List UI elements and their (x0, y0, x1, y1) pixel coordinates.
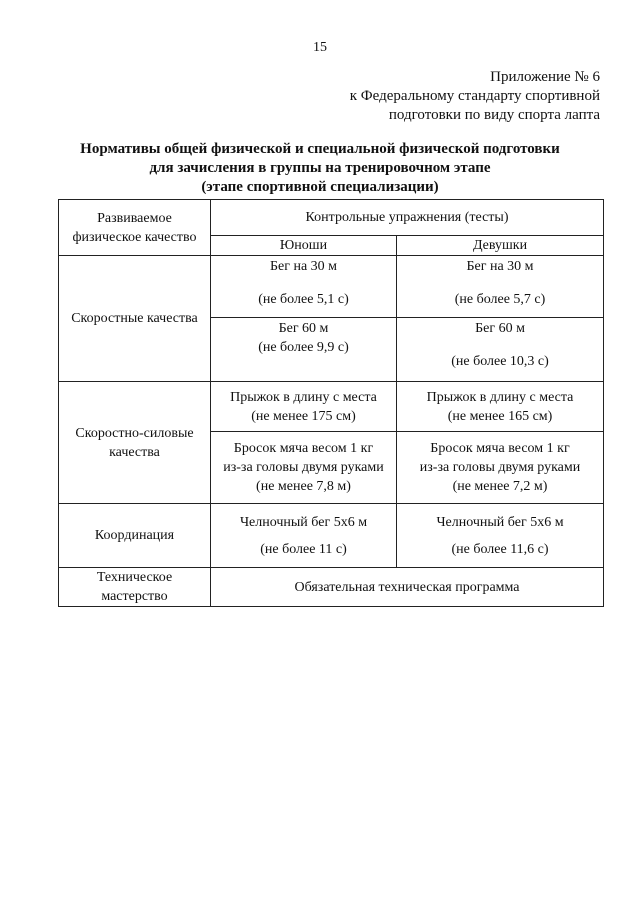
test-name: Прыжок в длину с места (426, 389, 574, 405)
test-cell-boys (211, 432, 397, 504)
test-cell-girls (397, 318, 604, 382)
table-header-row (59, 200, 604, 236)
test-name: Челночный бег 5х6 м (239, 514, 368, 530)
header-boys-cell: Юноши (211, 236, 397, 256)
test-cell-boys (211, 382, 397, 432)
table-row (59, 382, 604, 432)
test-cell-girls (397, 432, 604, 504)
title-line: (этапе спортивной специализации) (201, 179, 439, 195)
test-name: Бег 60 м (475, 321, 525, 336)
table-row (59, 568, 604, 607)
test-norm: (не менее 175 см) (251, 408, 356, 424)
test-norm: (не более 9,9 с) (258, 340, 349, 355)
header-quality-cell (59, 200, 211, 256)
quality-text: Скоростно-силовые (75, 425, 194, 441)
appendix-header (350, 68, 600, 125)
header-girls-cell: Девушки (397, 236, 604, 256)
test-norm: (не более 11,6 с) (451, 541, 549, 557)
quality-cell: Координация (59, 504, 211, 568)
quality-cell: Скоростные качества (59, 256, 211, 382)
test-norm: (не более 5,1 с) (258, 292, 349, 307)
header-tests-cell: Контрольные упражнения (тесты) (211, 200, 604, 236)
appendix-line: к Федеральному стандарту спортивной (349, 88, 600, 104)
appendix-line: подготовки по виду спорта лапта (388, 107, 600, 123)
test-norm: (не более 5,7 с) (454, 292, 546, 307)
quality-cell (59, 382, 211, 504)
quality-text: мастерство (101, 589, 168, 604)
test-name: Бег на 30 м (466, 259, 534, 274)
appendix-line: Приложение № 6 (490, 69, 600, 85)
test-norm: (не более 11 с) (260, 541, 347, 557)
technical-program-cell: Обязательная техническая программа (211, 568, 604, 607)
table-row (59, 504, 604, 568)
test-cell-girls (397, 382, 604, 432)
test-name: Бросок мяча весом 1 кг (430, 441, 570, 456)
test-cell-girls (397, 504, 604, 568)
test-name: из-за головы двумя руками (419, 460, 581, 475)
header-quality-text: физическое качество (72, 229, 197, 245)
test-norm: (не менее 165 см) (447, 408, 553, 424)
table-row (59, 256, 604, 318)
title-line: для зачисления в группы на тренировочном этапе (149, 160, 491, 176)
test-norm: (не более 10,3 с) (451, 354, 549, 369)
quality-text: Техническое (96, 570, 173, 585)
test-name: Бег на 30 м (269, 259, 338, 274)
test-name: Бег 60 м (278, 321, 329, 336)
test-norm: (не менее 7,8 м) (256, 479, 351, 494)
test-name: Бросок мяча весом 1 кг (233, 441, 374, 456)
norms-table (58, 199, 604, 607)
title-line: Нормативы общей физической и специальной физической подготовки (80, 141, 560, 157)
test-cell-boys (211, 504, 397, 568)
document-title (40, 140, 600, 197)
test-norm: (не менее 7,2 м) (452, 479, 548, 494)
quality-text: качества (109, 444, 160, 460)
test-name: из-за головы двумя руками (223, 460, 384, 475)
test-cell-girls (397, 256, 604, 318)
test-name: Челночный бег 5х6 м (436, 514, 564, 530)
test-name: Прыжок в длину с места (230, 389, 377, 405)
test-cell-boys (211, 318, 397, 382)
page-number: 15 (313, 40, 327, 55)
test-cell-boys (211, 256, 397, 318)
header-quality-text: Развиваемое (97, 210, 172, 226)
quality-cell (59, 568, 211, 607)
